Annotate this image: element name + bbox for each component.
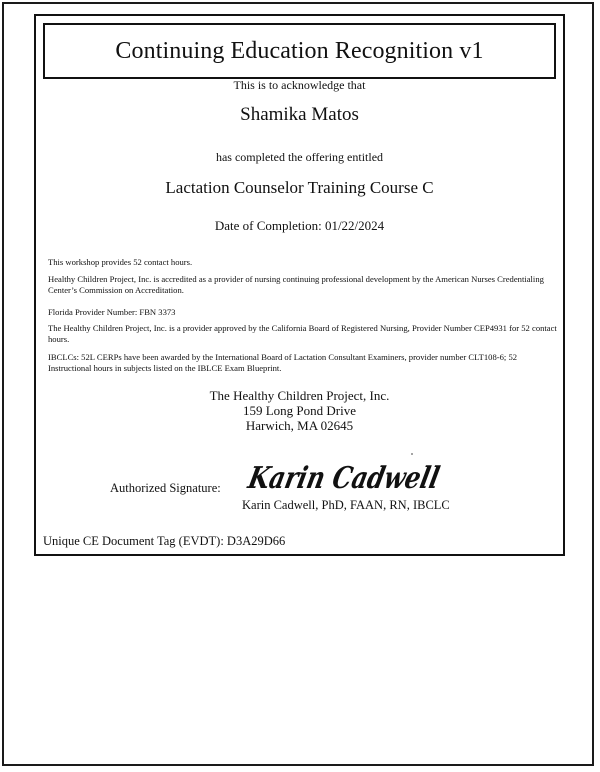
note-contact-hours: This workshop provides 52 contact hours. (48, 257, 193, 267)
provider-name: The Healthy Children Project, Inc. (209, 388, 390, 403)
note-california-provider: The Healthy Children Project, Inc. is a provider approved by the California Board of Registered Nursing, Provider Number CEP4931 for 52 contact hours. (48, 323, 557, 344)
signature-text: Karin Cadwell (245, 461, 490, 496)
signature-label: Authorized Signature: (110, 481, 221, 495)
provider-city: Harwich, MA 02645 (245, 418, 354, 433)
completion-date: Date of Completion: 01/22/2024 (214, 218, 385, 233)
signer-name: Karin Cadwell, PhD, FAAN, RN, IBCLC (242, 498, 450, 512)
recipient-name: Shamika Matos (240, 104, 359, 125)
note-ibclc-cerps: IBCLCs: 52L CERPs have been awarded by the International Board of Lactation Consultant Examiners, provider number CLT108-6; 52 Instructional hours in subjects listed on the IBLCE Exam Blueprint. (48, 352, 518, 373)
course-title: Lactation Counselor Training Course C (165, 178, 434, 197)
note-florida-provider: Florida Provider Number: FBN 3373 (48, 307, 176, 317)
note-accreditation: Healthy Children Project, Inc. is accredited as a provider of nursing continuing professional development by the American Nurses Credentialing Center’s Commission on Accreditation. (48, 274, 544, 295)
certificate-title: Continuing Education Recognition v1 (43, 23, 556, 79)
provider-address (36, 388, 563, 433)
handwritten-signature (245, 454, 490, 498)
acknowledge-text: This is to acknowledge that (233, 78, 366, 92)
certificate-frame (34, 14, 565, 556)
completed-text: has completed the offering entitled (215, 150, 384, 164)
provider-street: 159 Long Pond Drive (242, 403, 357, 418)
document-tag: Unique CE Document Tag (EVDT): D3A29D66 (43, 534, 286, 548)
